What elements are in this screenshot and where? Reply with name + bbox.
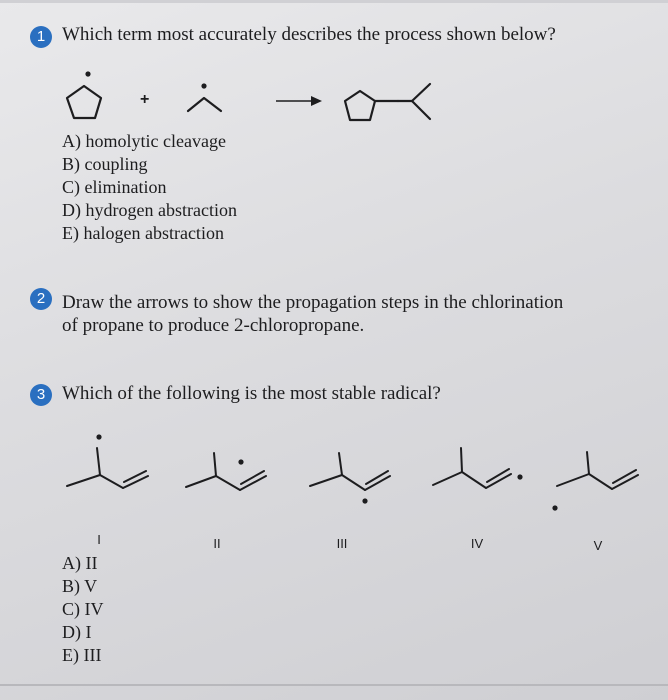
bottom-divider	[0, 684, 668, 686]
question-2-line-2: of propane to produce 2-chloropropane.	[62, 315, 365, 336]
radical-label-IV: IV	[470, 536, 484, 551]
radical-label-II: II	[213, 536, 221, 551]
product-isopropyl	[412, 84, 430, 119]
question-number-badge: 3	[30, 384, 52, 406]
radical-dot-cyclopentyl	[85, 71, 90, 76]
radical-structure-III	[310, 453, 390, 490]
radical-label-V: V	[593, 538, 603, 553]
radical-dot-I	[96, 434, 101, 439]
question-2-line-1: Draw the arrows to show the propagation steps in the chlorination	[62, 292, 564, 313]
q1-option-c: C) elimination	[62, 177, 167, 197]
radical-dot-II	[238, 459, 243, 464]
q3-option-e: E) III	[62, 645, 102, 665]
radical-structure-IV	[433, 448, 511, 488]
q1-option-d: D) hydrogen abstraction	[62, 200, 237, 220]
question-1-text: Which term most accurately describes the process shown below?	[62, 24, 556, 45]
question-number-badge: 1	[30, 26, 52, 48]
q3-option-b: B) V	[62, 576, 98, 596]
q3-option-c: C) IV	[62, 599, 104, 619]
radical-label-III: III	[336, 536, 348, 551]
product-ring	[345, 91, 375, 120]
isopropyl-radical	[188, 98, 221, 111]
radical-dot-isopropyl	[201, 83, 206, 88]
cyclopentyl-radical-ring	[67, 86, 101, 118]
radical-structure-V	[557, 452, 638, 489]
q3-option-d: D) I	[62, 622, 92, 642]
radical-label-I: I	[97, 532, 101, 547]
radical-dot-IV	[517, 474, 522, 479]
q3-option-a: A) II	[62, 553, 98, 573]
q1-option-b: B) coupling	[62, 154, 148, 174]
plus-sign: +	[140, 91, 150, 108]
radical-structure-II	[186, 453, 266, 490]
radical-dot-V	[552, 505, 557, 510]
q1-option-a: A) homolytic cleavage	[62, 131, 226, 151]
reaction-arrow	[276, 96, 322, 106]
question-3-text: Which of the following is the most stable radical?	[62, 383, 441, 404]
question-number-badge: 2	[30, 288, 52, 310]
radical-dot-III	[362, 498, 367, 503]
q1-option-e: E) halogen abstraction	[62, 223, 224, 243]
radical-structure-I	[67, 448, 148, 488]
